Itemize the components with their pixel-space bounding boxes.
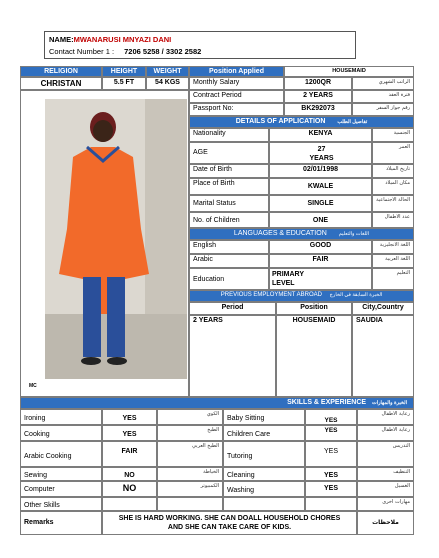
employment-header-country: City,Country — [352, 302, 414, 315]
applicant-header — [44, 31, 356, 59]
skill-label-washing: Washing — [223, 481, 305, 497]
name-row — [49, 35, 171, 44]
skill-value-cooking: YES — [102, 425, 157, 441]
employment-position: HOUSEMAID — [276, 315, 352, 397]
skill-label-computer: Computer — [20, 481, 102, 497]
lang-label-education: Education — [189, 268, 269, 290]
details-section-title — [189, 116, 414, 128]
detail-ar-age: العمر — [372, 142, 414, 164]
skill-ar-children-care: رعاية الاطفال — [357, 425, 414, 441]
skill-value-cleaning: YES — [305, 467, 357, 481]
detail-ar-nationality: الجنسية — [372, 128, 414, 142]
remarks-line-1: SHE IS HARD WORKING. SHE CAN DOALL HOUSEHOLD CHORES — [118, 515, 341, 522]
detail-label-nationality: Nationality — [189, 128, 269, 142]
weight-value: 54 KGS — [146, 77, 189, 90]
skill-value-sewing: NO — [102, 467, 157, 481]
lang-value-arabic: FAIR — [269, 254, 372, 268]
remarks-label: Remarks — [20, 511, 102, 535]
employment-period: 2 YEARS — [189, 315, 276, 397]
skill-value-other — [102, 497, 157, 511]
details-title-ar: تفاصيل الطلب — [337, 119, 368, 125]
skill-label-children-care: Children Care — [223, 425, 305, 441]
skill-ar-cleaning: التنظيف — [357, 467, 414, 481]
contract-label-period: Contract Period — [189, 90, 284, 103]
detail-ar-pob: مكان الميلاد — [372, 178, 414, 195]
skill-label-tutoring: Tutoring — [223, 441, 305, 467]
applicant-name: MWANARUSI MNYAZI DANI — [73, 35, 172, 44]
employment-header-position: Position — [276, 302, 352, 315]
detail-value-dob: 02/01/1998 — [269, 164, 372, 178]
height-value: 5.5 FT — [102, 77, 146, 90]
detail-value-children: ONE — [269, 212, 372, 228]
name-label: NAME: — [49, 35, 74, 44]
skill-ar-arabic-cooking: الطبخ العربي — [157, 441, 223, 467]
remarks-text — [102, 511, 357, 535]
contract-ar-salary: الراتب الشهري — [352, 77, 414, 90]
employment-section-title — [189, 290, 414, 302]
skill-ar-computer: الكمبيوتر — [157, 481, 223, 497]
skill-ar-other-skills: مهارات اخرى — [357, 497, 414, 511]
contract-value-salary: 1200QR — [284, 77, 352, 90]
detail-label-children: No. of Children — [189, 212, 269, 228]
detail-ar-marital: الحالة الاجتماعية — [372, 195, 414, 212]
skills-title-ar: الخبرة والمهارات — [372, 400, 407, 406]
contact-row — [49, 47, 201, 56]
lang-value-english: GOOD — [269, 240, 372, 254]
skill-value-baby-sitting: YES — [305, 409, 357, 425]
skills-section-title — [20, 397, 414, 409]
skill-value-ironing: YES — [102, 409, 157, 425]
languages-title-en: LANGUAGES & EDUCATION — [233, 230, 327, 237]
skill-label-cooking: Cooking — [20, 425, 102, 441]
lang-ar-education: التعليم — [372, 268, 414, 290]
detail-label-pob: Place of Birth — [189, 178, 269, 195]
position-applied-header: Position Applied — [189, 66, 284, 77]
skill-label-cleaning: Cleaning — [223, 467, 305, 481]
lang-ar-english: اللغة الانجليزية — [372, 240, 414, 254]
skill-label-baby-sitting: Baby Sitting — [223, 409, 305, 425]
employment-title-en: PREVIOUS EMPLOYMENT ABROAD — [220, 292, 322, 298]
detail-label-marital: Marital Status — [189, 195, 269, 212]
skill-value-tutoring: YES — [305, 441, 357, 467]
skill-label-arabic-cooking: Arabic Cooking — [20, 441, 102, 467]
skill-value-right-blank — [305, 497, 357, 511]
remarks-line-2: AND SHE CAN TAKE CARE OF KIDS. — [167, 524, 292, 531]
skill-label-other: Other Skills — [20, 497, 102, 511]
contract-label-passport: Passport No: — [189, 103, 284, 116]
languages-title-ar: اللغات والتعليم — [338, 231, 370, 237]
skill-ar-cooking: الطبخ — [157, 425, 223, 441]
detail-value-age: 27 YEARS — [269, 142, 372, 164]
religion-header: RELIGION — [20, 66, 102, 77]
employment-title-ar: الخبرة السابقة في الخارج — [329, 292, 383, 298]
lang-ar-arabic: اللغة العربية — [372, 254, 414, 268]
contract-ar-passport: رقم جواز السفر — [352, 103, 414, 116]
skill-label-ironing: Ironing — [20, 409, 102, 425]
contract-value-period: 2 YEARS — [284, 90, 352, 103]
details-title-en: DETAILS OF APPLICATION — [235, 118, 326, 125]
employment-header-period: Period — [189, 302, 276, 315]
skill-ar-baby-sitting: رعاية الاطفال — [357, 409, 414, 425]
skill-value-children-care: YES — [305, 425, 357, 441]
detail-value-marital: SINGLE — [269, 195, 372, 212]
applicant-photo — [45, 99, 187, 379]
skill-ar-tutoring: التدريس — [357, 441, 414, 467]
contact-number: 7206 5258 / 3302 2582 — [124, 47, 202, 56]
religion-value: CHRISTAN — [20, 77, 102, 90]
weight-header: WEIGHT — [146, 66, 189, 77]
detail-value-pob: KWALE — [269, 178, 372, 195]
position-applied-value: HOUSEMAID — [284, 66, 414, 77]
contact-label: Contact Number 1 : — [49, 47, 115, 56]
detail-ar-children: عدد الاطفال — [372, 212, 414, 228]
skill-ar-ironing: الكوي — [157, 409, 223, 425]
skill-label-sewing: Sewing — [20, 467, 102, 481]
skill-value-arabic-cooking: FAIR — [102, 441, 157, 467]
languages-section-title — [189, 228, 414, 240]
skill-value-computer: NO — [102, 481, 157, 497]
lang-label-english: English — [189, 240, 269, 254]
detail-label-dob: Date of Birth — [189, 164, 269, 178]
photo-caption: MC — [29, 383, 37, 389]
employment-country: SAUDIA — [352, 315, 414, 397]
skills-title-en: SKILLS & EXPERIENCE — [287, 399, 367, 406]
skill-ar-other — [157, 497, 223, 511]
contract-value-passport: BK292073 — [284, 103, 352, 116]
skill-ar-washing: الغسيل — [357, 481, 414, 497]
skill-label-right-blank — [223, 497, 305, 511]
height-header: HEIGHT — [102, 66, 146, 77]
contract-label-salary: Monthly Salary — [189, 77, 284, 90]
detail-ar-dob: تاريخ الميلاد — [372, 164, 414, 178]
lang-value-education: PRIMARY LEVEL — [269, 268, 372, 290]
detail-label-age: AGE — [189, 142, 269, 164]
skill-value-washing: YES — [305, 481, 357, 497]
contract-ar-period: فترة العقد — [352, 90, 414, 103]
lang-label-arabic: Arabic — [189, 254, 269, 268]
detail-value-nationality: KENYA — [269, 128, 372, 142]
remarks-ar: ملاحظات — [357, 511, 414, 535]
photo-frame — [20, 90, 189, 397]
skill-ar-sewing: الخياطة — [157, 467, 223, 481]
